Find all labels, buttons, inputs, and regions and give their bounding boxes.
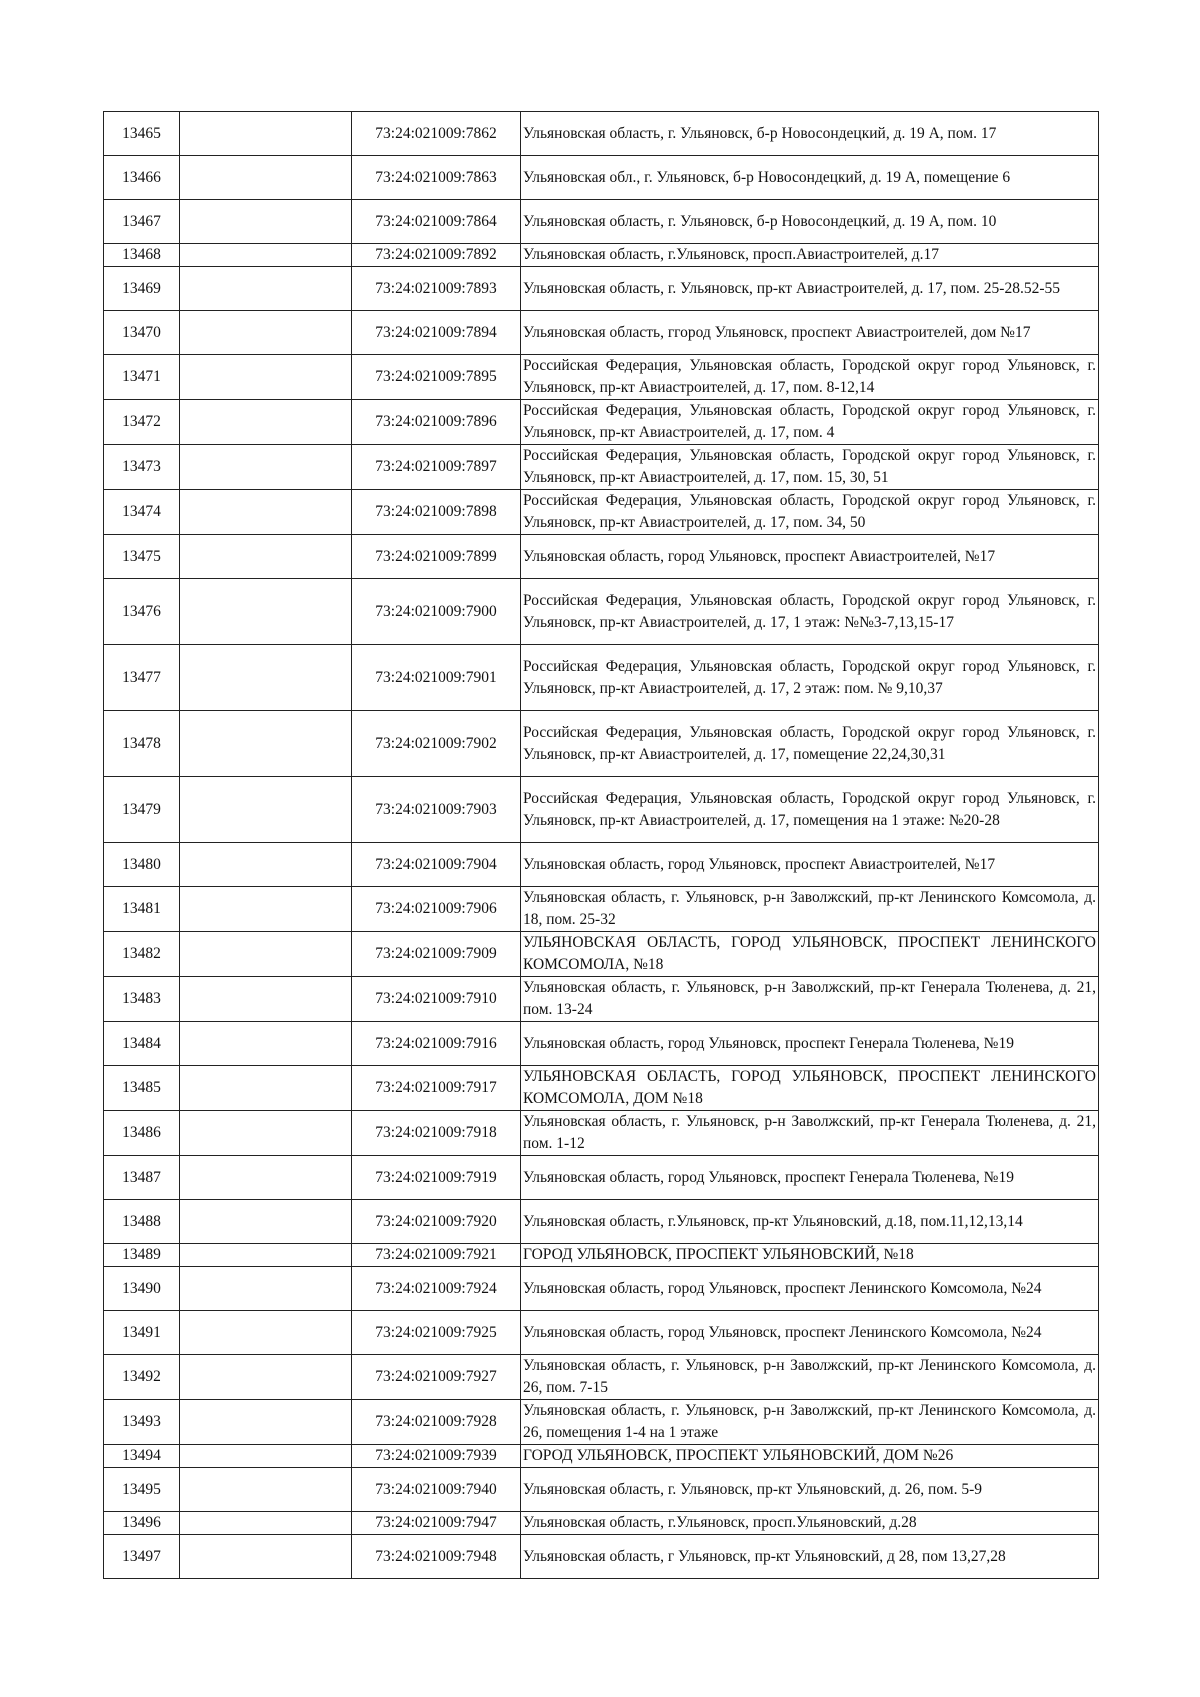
- row-number: 13490: [104, 1267, 180, 1311]
- row-number: 13475: [104, 535, 180, 579]
- cadastral-number: 73:24:021009:7925: [352, 1311, 521, 1355]
- row-number: 13477: [104, 645, 180, 711]
- cadastral-number: 73:24:021009:7898: [352, 490, 521, 535]
- table-row: [104, 1355, 1099, 1400]
- table-row: [104, 535, 1099, 579]
- row-extra-cell: [180, 156, 352, 200]
- table-row: [104, 445, 1099, 490]
- row-extra-cell: [180, 1311, 352, 1355]
- row-extra-cell: [180, 843, 352, 887]
- table-row: [104, 156, 1099, 200]
- table-row: [104, 843, 1099, 887]
- table-row: [104, 1022, 1099, 1066]
- row-number: 13489: [104, 1244, 180, 1267]
- address-cell: Ульяновская область, г. Ульяновск, пр-кт Ульяновский, д. 26, пом. 5-9: [521, 1468, 1099, 1512]
- row-number: 13476: [104, 579, 180, 645]
- row-number: 13482: [104, 932, 180, 977]
- row-extra-cell: [180, 932, 352, 977]
- row-number: 13474: [104, 490, 180, 535]
- row-number: 13487: [104, 1156, 180, 1200]
- address-cell: Ульяновская область, г. Ульяновск, пр-кт Авиастроителей, д. 17, пом. 25-28.52-55: [521, 267, 1099, 311]
- table-row: [104, 244, 1099, 267]
- address-cell: Российская Федерация, Ульяновская область, Городской округ город Ульяновск, г. Ульяновск, пр-кт Авиастроителей, д. 17, помещение 22,24,30,31: [521, 711, 1099, 777]
- table-row: [104, 112, 1099, 156]
- row-extra-cell: [180, 1066, 352, 1111]
- row-extra-cell: [180, 1200, 352, 1244]
- cadastral-number: 73:24:021009:7927: [352, 1355, 521, 1400]
- row-extra-cell: [180, 777, 352, 843]
- row-number: 13488: [104, 1200, 180, 1244]
- row-number: 13492: [104, 1355, 180, 1400]
- table-row: [104, 311, 1099, 355]
- address-cell: ГОРОД УЛЬЯНОВСК, ПРОСПЕКТ УЛЬЯНОВСКИЙ, №18: [521, 1244, 1099, 1267]
- cadastral-number: 73:24:021009:7920: [352, 1200, 521, 1244]
- row-number: 13485: [104, 1066, 180, 1111]
- address-cell: Ульяновская область, ггород Ульяновск, проспект Авиастроителей, дом №17: [521, 311, 1099, 355]
- row-number: 13491: [104, 1311, 180, 1355]
- address-cell: Ульяновская область, г.Ульяновск, пр-кт Ульяновский, д.18, пом.11,12,13,14: [521, 1200, 1099, 1244]
- row-extra-cell: [180, 1400, 352, 1445]
- row-extra-cell: [180, 887, 352, 932]
- row-extra-cell: [180, 400, 352, 445]
- row-number: 13471: [104, 355, 180, 400]
- row-number: 13465: [104, 112, 180, 156]
- cadastral-number: 73:24:021009:7893: [352, 267, 521, 311]
- row-extra-cell: [180, 645, 352, 711]
- table-row: [104, 711, 1099, 777]
- table-row: [104, 355, 1099, 400]
- address-cell: Российская Федерация, Ульяновская область, Городской округ город Ульяновск, г. Ульяновск, пр-кт Авиастроителей, д. 17, пом. 15, 30, 51: [521, 445, 1099, 490]
- row-extra-cell: [180, 1022, 352, 1066]
- table-row: [104, 400, 1099, 445]
- table-row: [104, 267, 1099, 311]
- row-number: 13486: [104, 1111, 180, 1156]
- row-extra-cell: [180, 1512, 352, 1535]
- address-cell: Ульяновская область, г. Ульяновск, р-н Заволжский, пр-кт Ленинского Комсомола, д. 26, помещения 1-4 на 1 этаже: [521, 1400, 1099, 1445]
- row-extra-cell: [180, 1535, 352, 1579]
- cadastral-number: 73:24:021009:7864: [352, 200, 521, 244]
- cadastral-number: 73:24:021009:7899: [352, 535, 521, 579]
- cadastral-number: 73:24:021009:7906: [352, 887, 521, 932]
- row-extra-cell: [180, 445, 352, 490]
- address-cell: Российская Федерация, Ульяновская область, Городской округ город Ульяновск, г. Ульяновск, пр-кт Авиастроителей, д. 17, 2 этаж: пом. № 9,10,37: [521, 645, 1099, 711]
- row-number: 13479: [104, 777, 180, 843]
- row-extra-cell: [180, 1445, 352, 1468]
- address-cell: Ульяновская область, г Ульяновск, пр-кт Ульяновский, д 28, пом 13,27,28: [521, 1535, 1099, 1579]
- address-cell: Ульяновская область, г.Ульяновск, просп.Ульяновский, д.28: [521, 1512, 1099, 1535]
- table-row: [104, 1267, 1099, 1311]
- table-row: [104, 1512, 1099, 1535]
- row-number: 13473: [104, 445, 180, 490]
- row-extra-cell: [180, 1355, 352, 1400]
- cadastral-number: 73:24:021009:7947: [352, 1512, 521, 1535]
- cadastral-number: 73:24:021009:7863: [352, 156, 521, 200]
- row-number: 13483: [104, 977, 180, 1022]
- row-number: 13478: [104, 711, 180, 777]
- cadastral-number: 73:24:021009:7919: [352, 1156, 521, 1200]
- address-cell: Ульяновская область, г. Ульяновск, р-н Заволжский, пр-кт Генерала Тюленева, д. 21, пом. 1-12: [521, 1111, 1099, 1156]
- table-row: [104, 1445, 1099, 1468]
- row-number: 13470: [104, 311, 180, 355]
- address-cell: Ульяновская обл., г. Ульяновск, б-р Новосондецкий, д. 19 А, помещение 6: [521, 156, 1099, 200]
- cadastral-number: 73:24:021009:7896: [352, 400, 521, 445]
- row-extra-cell: [180, 535, 352, 579]
- cadastral-number: 73:24:021009:7892: [352, 244, 521, 267]
- address-cell: ГОРОД УЛЬЯНОВСК, ПРОСПЕКТ УЛЬЯНОВСКИЙ, ДОМ №26: [521, 1445, 1099, 1468]
- row-extra-cell: [180, 311, 352, 355]
- table-row: [104, 579, 1099, 645]
- row-number: 13466: [104, 156, 180, 200]
- cadastral-number: 73:24:021009:7910: [352, 977, 521, 1022]
- address-cell: Российская Федерация, Ульяновская область, Городской округ город Ульяновск, г. Ульяновск, пр-кт Авиастроителей, д. 17, пом. 4: [521, 400, 1099, 445]
- row-number: 13495: [104, 1468, 180, 1512]
- table-row: [104, 490, 1099, 535]
- address-cell: Ульяновская область, город Ульяновск, проспект Ленинского Комсомола, №24: [521, 1311, 1099, 1355]
- table-row: [104, 777, 1099, 843]
- table-row: [104, 1111, 1099, 1156]
- cadastral-number: 73:24:021009:7904: [352, 843, 521, 887]
- row-number: 13468: [104, 244, 180, 267]
- registry-body: [104, 112, 1099, 1579]
- row-extra-cell: [180, 1267, 352, 1311]
- table-row: [104, 887, 1099, 932]
- cadastral-number: 73:24:021009:7897: [352, 445, 521, 490]
- address-cell: Ульяновская область, город Ульяновск, проспект Авиастроителей, №17: [521, 843, 1099, 887]
- row-extra-cell: [180, 112, 352, 156]
- cadastral-number: 73:24:021009:7917: [352, 1066, 521, 1111]
- cadastral-number: 73:24:021009:7909: [352, 932, 521, 977]
- cadastral-number: 73:24:021009:7921: [352, 1244, 521, 1267]
- table-row: [104, 1156, 1099, 1200]
- row-number: 13497: [104, 1535, 180, 1579]
- address-cell: Российская Федерация, Ульяновская область, Городской округ город Ульяновск, г. Ульяновск, пр-кт Авиастроителей, д. 17, пом. 34, 50: [521, 490, 1099, 535]
- cadastral-number: 73:24:021009:7901: [352, 645, 521, 711]
- cadastral-number: 73:24:021009:7948: [352, 1535, 521, 1579]
- row-extra-cell: [180, 490, 352, 535]
- row-number: 13481: [104, 887, 180, 932]
- table-row: [104, 1066, 1099, 1111]
- row-extra-cell: [180, 267, 352, 311]
- table-row: [104, 1311, 1099, 1355]
- row-number: 13496: [104, 1512, 180, 1535]
- address-cell: Ульяновская область, город Ульяновск, проспект Генерала Тюленева, №19: [521, 1022, 1099, 1066]
- row-number: 13467: [104, 200, 180, 244]
- cadastral-number: 73:24:021009:7928: [352, 1400, 521, 1445]
- row-extra-cell: [180, 200, 352, 244]
- address-cell: Ульяновская область, г. Ульяновск, б-р Новосондецкий, д. 19 А, пом. 17: [521, 112, 1099, 156]
- address-cell: УЛЬЯНОВСКАЯ ОБЛАСТЬ, ГОРОД УЛЬЯНОВСК, ПРОСПЕКТ ЛЕНИНСКОГО КОМСОМОЛА, ДОМ №18: [521, 1066, 1099, 1111]
- address-cell: Российская Федерация, Ульяновская область, Городской округ город Ульяновск, г. Ульяновск, пр-кт Авиастроителей, д. 17, пом. 8-12,14: [521, 355, 1099, 400]
- table-row: [104, 1468, 1099, 1512]
- address-cell: Ульяновская область, г.Ульяновск, просп.Авиастроителей, д.17: [521, 244, 1099, 267]
- row-number: 13493: [104, 1400, 180, 1445]
- address-cell: Ульяновская область, г. Ульяновск, б-р Новосондецкий, д. 19 А, пом. 10: [521, 200, 1099, 244]
- row-extra-cell: [180, 1468, 352, 1512]
- row-extra-cell: [180, 579, 352, 645]
- row-extra-cell: [180, 1156, 352, 1200]
- row-extra-cell: [180, 711, 352, 777]
- table-row: [104, 1200, 1099, 1244]
- cadastral-number: 73:24:021009:7895: [352, 355, 521, 400]
- row-extra-cell: [180, 244, 352, 267]
- table-row: [104, 200, 1099, 244]
- cadastral-number: 73:24:021009:7894: [352, 311, 521, 355]
- cadastral-number: 73:24:021009:7916: [352, 1022, 521, 1066]
- address-cell: Ульяновская область, город Ульяновск, проспект Генерала Тюленева, №19: [521, 1156, 1099, 1200]
- address-cell: Ульяновская область, г. Ульяновск, р-н Заволжский, пр-кт Ленинского Комсомола, д. 26, пом. 7-15: [521, 1355, 1099, 1400]
- row-extra-cell: [180, 977, 352, 1022]
- row-number: 13469: [104, 267, 180, 311]
- row-extra-cell: [180, 1244, 352, 1267]
- row-number: 13494: [104, 1445, 180, 1468]
- address-cell: Ульяновская область, г. Ульяновск, р-н Заволжский, пр-кт Ленинского Комсомола, д. 18, пом. 25-32: [521, 887, 1099, 932]
- address-cell: Ульяновская область, г. Ульяновск, р-н Заволжский, пр-кт Генерала Тюленева, д. 21, пом. 13-24: [521, 977, 1099, 1022]
- cadastral-number: 73:24:021009:7862: [352, 112, 521, 156]
- address-cell: Российская Федерация, Ульяновская область, Городской округ город Ульяновск, г. Ульяновск, пр-кт Авиастроителей, д. 17, помещения на 1 этаже: №20-28: [521, 777, 1099, 843]
- cadastral-number: 73:24:021009:7903: [352, 777, 521, 843]
- row-number: 13472: [104, 400, 180, 445]
- address-cell: Ульяновская область, город Ульяновск, проспект Ленинского Комсомола, №24: [521, 1267, 1099, 1311]
- cadastral-number: 73:24:021009:7902: [352, 711, 521, 777]
- cadastral-number: 73:24:021009:7940: [352, 1468, 521, 1512]
- registry-table: [103, 111, 1099, 1579]
- row-number: 13484: [104, 1022, 180, 1066]
- cadastral-number: 73:24:021009:7924: [352, 1267, 521, 1311]
- table-row: [104, 645, 1099, 711]
- row-extra-cell: [180, 355, 352, 400]
- table-row: [104, 1535, 1099, 1579]
- cadastral-number: 73:24:021009:7918: [352, 1111, 521, 1156]
- cadastral-number: 73:24:021009:7939: [352, 1445, 521, 1468]
- address-cell: Ульяновская область, город Ульяновск, проспект Авиастроителей, №17: [521, 535, 1099, 579]
- table-row: [104, 977, 1099, 1022]
- table-row: [104, 1400, 1099, 1445]
- row-number: 13480: [104, 843, 180, 887]
- table-row: [104, 932, 1099, 977]
- address-cell: УЛЬЯНОВСКАЯ ОБЛАСТЬ, ГОРОД УЛЬЯНОВСК, ПРОСПЕКТ ЛЕНИНСКОГО КОМСОМОЛА, №18: [521, 932, 1099, 977]
- table-row: [104, 1244, 1099, 1267]
- row-extra-cell: [180, 1111, 352, 1156]
- address-cell: Российская Федерация, Ульяновская область, Городской округ город Ульяновск, г. Ульяновск, пр-кт Авиастроителей, д. 17, 1 этаж: №№3-7,13,15-17: [521, 579, 1099, 645]
- cadastral-number: 73:24:021009:7900: [352, 579, 521, 645]
